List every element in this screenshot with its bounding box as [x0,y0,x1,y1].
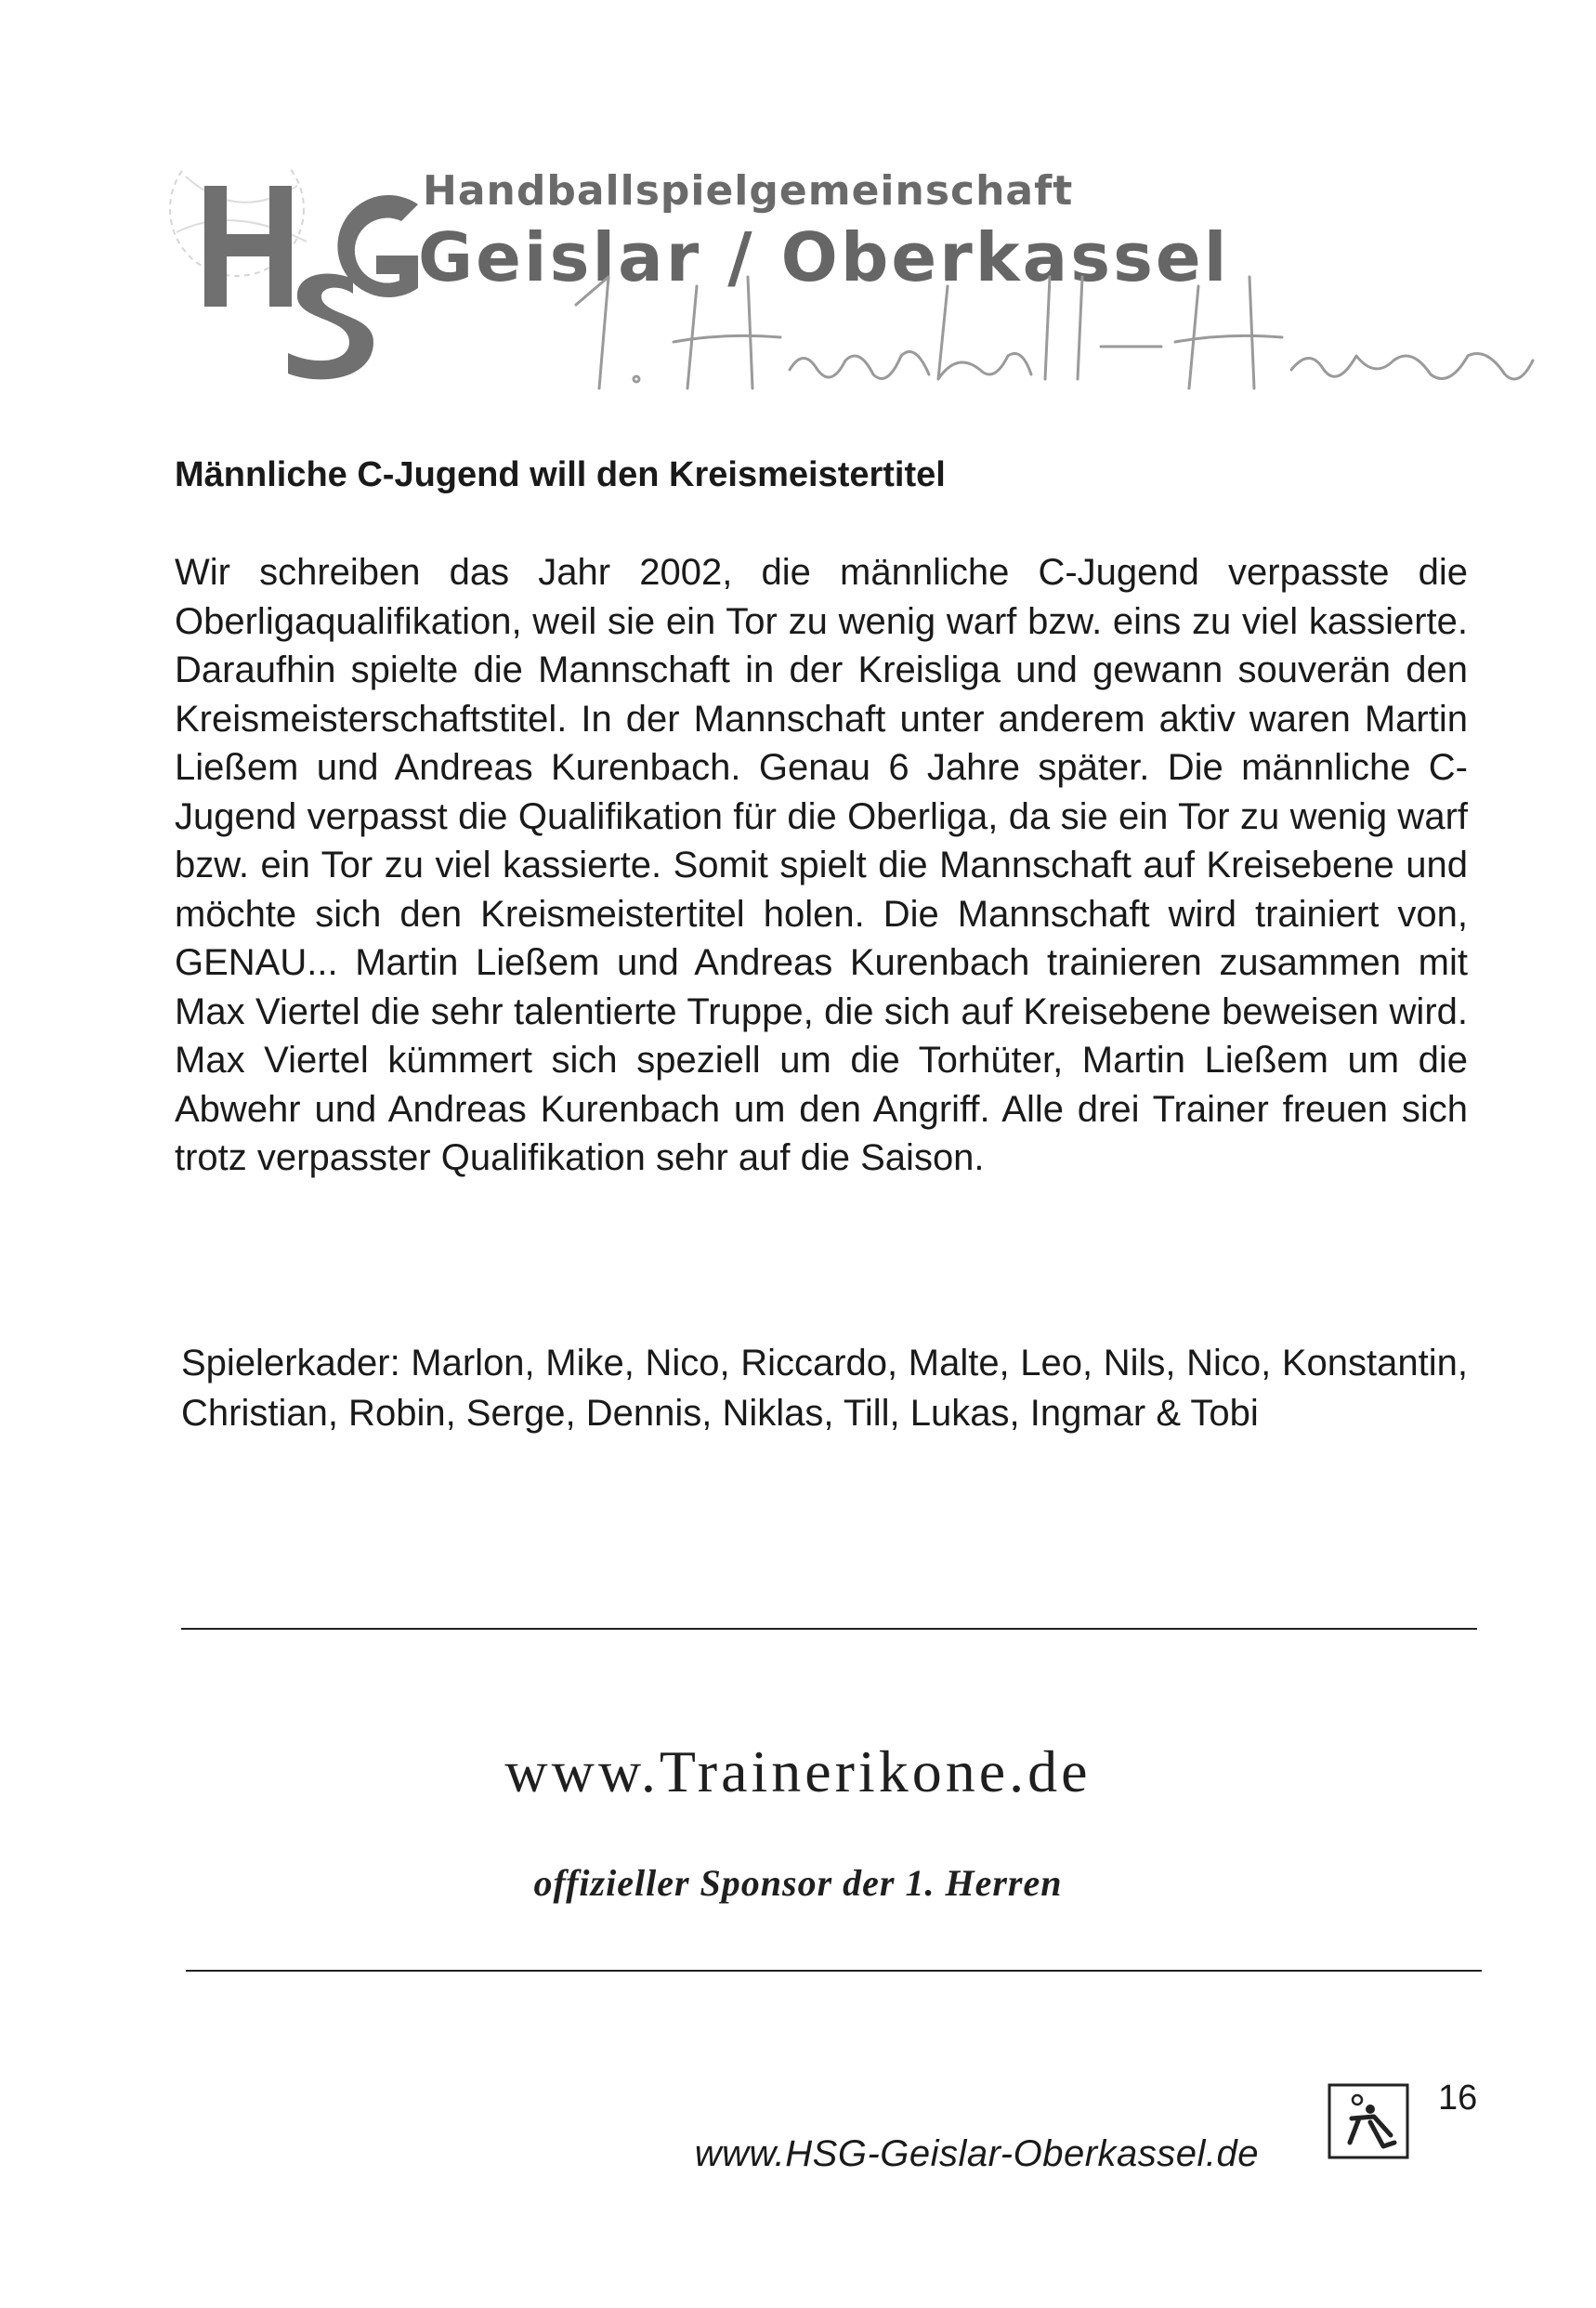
club-header [130,121,1431,400]
footer-website-url[interactable]: www.HSG-Geislar-Oberkassel.de [694,2133,1259,2174]
article-body: Wir schreiben das Jahr 2002, die männliche C-Jugend verpasste die Oberligaqualifikation, weil sie ein Tor zu wenig warf bzw. eins zu viel kassierte. Daraufhin spielte die Mannschaft in der Kreisliga und gewann souverän den Kreismeisterschaftstitel. In der Mannschaft unter anderem aktiv waren Martin Ließem und Andreas Kurenbach. Genau 6 Jahre später. Die männliche C-Jugend verpasst die Qualifikation für die Oberliga, da sie ein Tor zu wenig warf bzw. ein Tor zu viel kassierte. Somit spielt die Mannschaft auf Kreisebene und möchte sich den Kreismeistertitel holen. Die Mannschaft wird trainiert von, GENAU... Martin Ließem und Andreas Kurenbach trainieren zusammen mit Max Viertel die sehr talentierte Truppe, die sich auf Kreisebene beweisen wird. Max Viertel kümmert sich speziell um die Torhüter, Martin Ließem um die Abwehr und Andreas Kurenbach um den Angriff. Alle drei Trainer freuen sich trotz verpasster Qualifikation sehr auf die Saison. [175,552,1468,1178]
divider-bottom [186,1970,1482,1972]
club-name-line2: Geislar / Oberkassel [418,218,1230,296]
sponsor-url: www.Trainerikone.de [504,1738,1092,1804]
page-number: 16 [1438,2079,1478,2118]
player-roster: Spielerkader: Marlon, Mike, Nico, Riccardo, Malte, Leo, Nils, Nico, Konstantin, Christian, Robin, Serge, Dennis, Niklas, Till, Lukas, Ingmar & Tobi [181,1343,1468,1434]
handball-player-icon [1326,2081,1411,2161]
divider-top [181,1628,1477,1630]
handwritten-team-note [567,258,1542,398]
article-title: Männliche C-Jugend will den Kreismeistertitel [175,455,946,494]
club-name-line1: Handballspielgemeinschaft [423,167,1074,215]
sponsor-caption: offizieller Sponsor der 1. Herren [533,1862,1063,1904]
